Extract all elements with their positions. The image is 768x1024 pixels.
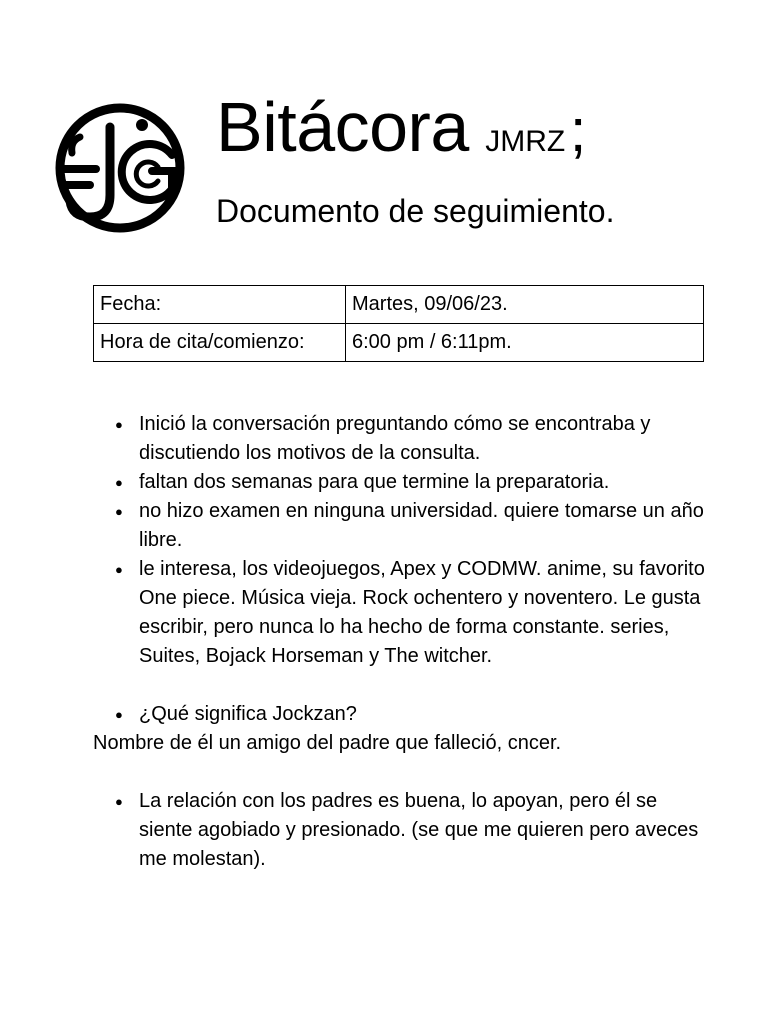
bullet-list bbox=[93, 410, 713, 671]
time-value: 6:00 pm / 6:11pm. bbox=[346, 324, 704, 362]
session-notes bbox=[93, 410, 713, 874]
title-suffix: JMRZ bbox=[485, 125, 566, 158]
page-title bbox=[216, 88, 587, 166]
title-text: Bitácora bbox=[216, 88, 469, 166]
list-item: ● ¿Qué significa Jockzan? bbox=[93, 700, 713, 729]
title-semicolon: ; bbox=[569, 97, 587, 164]
list-item: ● Inició la conversación preguntando cómo se encontraba y discutiendo los motivos de la consulta. bbox=[93, 410, 713, 468]
table-row bbox=[94, 286, 704, 324]
spacer bbox=[93, 758, 713, 787]
time-label: Hora de cita/comienzo: bbox=[94, 324, 346, 362]
list-item: ● La relación con los padres es buena, lo apoyan, pero él se siente agobiado y presionado. (se que me quieren pero aveces me molestan). bbox=[93, 787, 713, 874]
answer-text: Nombre de él un amigo del padre que falleció, cncer. bbox=[93, 732, 562, 754]
appointment-info-table bbox=[93, 285, 704, 362]
bullet-list bbox=[93, 700, 713, 729]
spacer bbox=[93, 671, 713, 700]
list-item: ● faltan dos semanas para que termine la preparatoria. bbox=[93, 468, 713, 497]
bullet-list bbox=[93, 787, 713, 874]
jg-monogram-logo bbox=[40, 97, 200, 239]
table-row bbox=[94, 324, 704, 362]
list-item: ● no hizo examen en ninguna universidad. quiere tomarse un año libre. bbox=[93, 497, 713, 555]
list-item: ● le interesa, los videojuegos, Apex y CODMW. anime, su favorito One piece. Música vieja. Rock ochentero y noventero. Le gusta escribir, pero nunca lo ha hecho de forma constante. series, Suites, Bojack Horseman y The witcher. bbox=[93, 555, 713, 671]
date-value: Martes, 09/06/23. bbox=[346, 286, 704, 324]
subtitle: Documento de seguimiento. bbox=[216, 193, 615, 229]
logo-icon bbox=[40, 97, 200, 239]
date-label: Fecha: bbox=[94, 286, 346, 324]
